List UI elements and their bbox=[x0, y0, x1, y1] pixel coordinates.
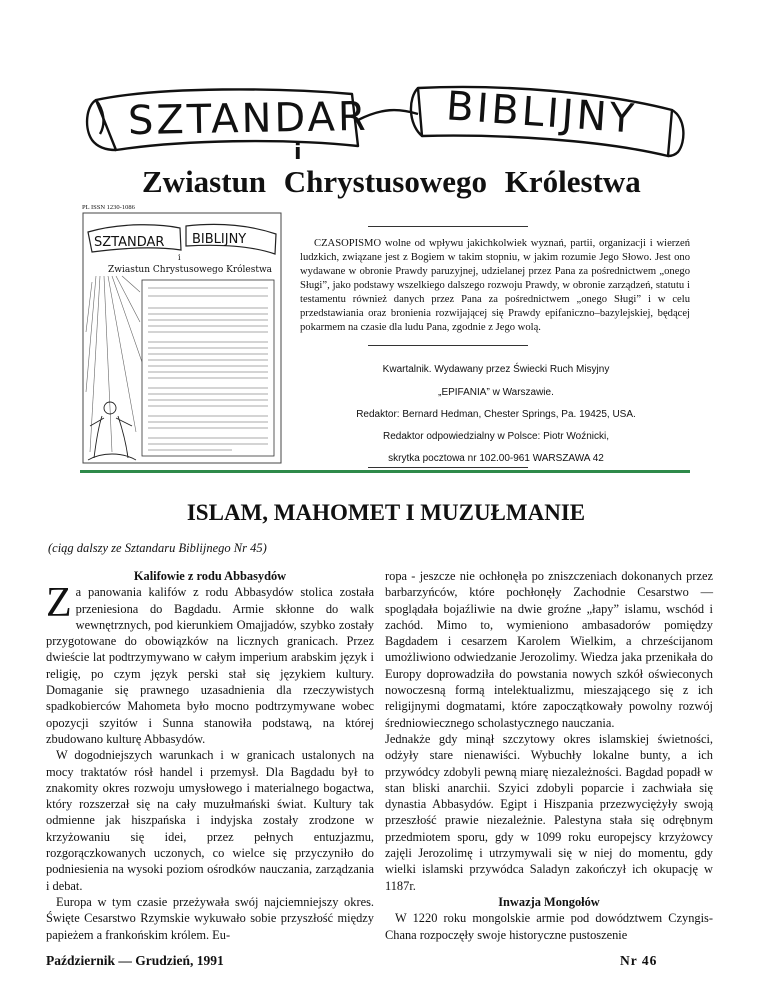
paragraph: Europa w tym czasie przeżywała swój najciemniejszy okres. Święte Cesarstwo Rzymskie wykuwało sobie przyszłość między papieżem a frankońskim królem. Eu- bbox=[46, 894, 374, 942]
section-heading-abbasids: Kalifowie z rodu Abbasydów bbox=[133, 569, 287, 583]
paragraph: W dogodniejszych warunkach i w granicach ustalonych na mocy traktatów rósł handel i przemysł. Dla Bagdadu był to znakomity okres rozwoju umysłowego i materialnego bogactwa, który rozszerzał się na cały muzułmański świat. Kultury tak odmienne jak hiszpańska i indyjska zostały zrodzone w krzyżowaniu się idei, przez pełnych entuzjazmu, rozgorączkowanych uczonych, co wielce się przyczyniło do podniesienia na wysoki poziom ośrodków nauczania, zarządzania i debat. bbox=[46, 748, 374, 893]
editor-line: Redaktor: Bernard Hedman, Chester Springs, Pa. 19425, USA. bbox=[356, 409, 636, 420]
drop-cap: Z bbox=[46, 580, 72, 627]
thumb-title-left: SZTANDAR bbox=[94, 235, 165, 250]
paragraph-text: a panowania kalifów z rodu Abbasydów stolica została przeniesiona do Bagdadu. Armie skłonne do walk wewnętrznych, pod kierunkiem Omajjadów, szybko zostały przygotowane do obowiązków na licznych granicach. Przez dwieście lat podtrzymywano w całym imperium arabskim język i religię, po czym język perski stał się językiem kultury. Domaganie się prawnego uzasadnienia dla rzeczywistych spadkobierców Mahometa było mocno podtrzymywane wobec opozycji szyitów i Sunna stanowiła podstawą, na której zbudowano kulturę Abbasydów. bbox=[46, 585, 374, 746]
section-heading-mongols: Inwazja Mongołów bbox=[498, 894, 600, 909]
issue-number: Nr 46 bbox=[620, 953, 658, 968]
paragraph: Jednakże gdy minął szczytowy okres islamskiej świetności, odżyły stare nienawiści. Wybuchły lokalne bunty, a ich przywódcy zdobyli pewną miarę niezależności. Bagdad popadł w stan bliski anarchii. Szyici zdobyli poparcie i zachwiała się dynastia Abbasydów. Egipt i Hiszpania przezwyciężyły swoją przeszłość prawie niezależnie. Palestyna stała się odrębnym przedmiotem sporu, gdy w 1099 roku europejscy krzyżowcy zajęli Jerozolimę i utrzymywali się w niej do momentu, gdy wielki islamski przywódca Saladyn zakończył ich okupację w 1187r. bbox=[385, 731, 713, 893]
masthead-title-right: BIBLIJNY bbox=[444, 83, 639, 143]
cover-thumbnail bbox=[82, 212, 282, 464]
mission-statement: CZASOPISMO wolne od wpływu jakichkolwiek wyznań, partii, organizacji i wierzeń ludzkich, związane jest z Bogiem w takim stopniu, w jakim rozumie Jego Słowo. Jest ono wydawane w obronie Prawdy paruzyjnej, udzielanej przez Pana za pośrednictwem „onego Sługi”, jako podstawy wszelkiego dalszego rozwoju Prawdy, w obronie zarządzeń, statutu i testamentu również danych przez Pana za pośrednictwem „onego Sługi” i w celu przedstawiania oraz bronienia rozwijającej się Prawdy epifaniczno–bazylejskiej, będącej pokarmem na czasie dla ludu Pana, zgodnie z Jego wolą. bbox=[300, 238, 690, 333]
postal-address-line: skrytka pocztowa nr 102.00-961 WARSZAWA 42 bbox=[388, 453, 604, 464]
divider-bottom bbox=[368, 467, 528, 468]
article-title: ISLAM, MAHOMET I MUZUŁMANIE bbox=[186, 500, 586, 525]
issue-date: Październik — Grudzień, 1991 bbox=[46, 953, 224, 968]
issn-number: PL ISSN 1230-1086 bbox=[82, 204, 135, 211]
cover-illustration bbox=[82, 212, 282, 464]
divider-middle bbox=[368, 345, 528, 346]
continuation-note: (ciąg dalszy ze Sztandaru Biblijnego Nr 45) bbox=[48, 541, 267, 555]
masthead-subtitle: Zwiastun Chrystusowego Królestwa bbox=[142, 164, 641, 199]
masthead-conjunction: i bbox=[294, 140, 305, 165]
article-column-left bbox=[46, 568, 374, 943]
paragraph: W 1220 roku mongolskie armie pod dowództwem Czyngis-Chana rozpoczęły swoje historyczne pustoszenie bbox=[385, 911, 713, 942]
editor-poland-line: Redaktor odpowiedzialny w Polsce: Piotr Woźnicki, bbox=[382, 431, 610, 442]
thumb-conjunction: i bbox=[178, 253, 181, 262]
masthead-title-left: SZTANDAR bbox=[127, 93, 370, 145]
divider-top bbox=[368, 226, 528, 227]
publisher-line-1: Kwartalnik. Wydawany przez Świecki Ruch Misyjny bbox=[382, 364, 610, 375]
thumb-title-right: BIBLIJNY bbox=[192, 232, 247, 247]
article-column-right bbox=[385, 568, 713, 943]
green-separator-rule bbox=[80, 470, 690, 473]
thumb-subtitle: Zwiastun Chrystusowego Królestwa bbox=[108, 265, 273, 275]
masthead bbox=[82, 83, 688, 199]
paragraph bbox=[46, 580, 374, 747]
publisher-line-2: „EPIFANIA” w Warszawie. bbox=[438, 387, 554, 398]
paragraph: ropa - jeszcze nie ochłonęła po zniszczeniach dokonanych przez barbarzyńców, które pochłonęły Zachodnie Cesarstwo — spoglądała bojaźliwie na dwie groźne „łapy” islamu, wschód i zachód. Mimo to, wymieniono ambasadorów pomiędzy Bagdadem i cesarzem Karolem Wielkim, a chrześcijanom umożliwiono odwiedzanie Jerozolimy. Wiedza jaka przenikała do Europy doprowadziła do powstania nowych szkół oświeconych nowoczesną formą intelektualizmu, mieszającego się z ich religijnymi dogmatami, które zapoczątkowały powolny rozwój średniowiecznego scholastycznego nauczania. bbox=[385, 569, 713, 730]
